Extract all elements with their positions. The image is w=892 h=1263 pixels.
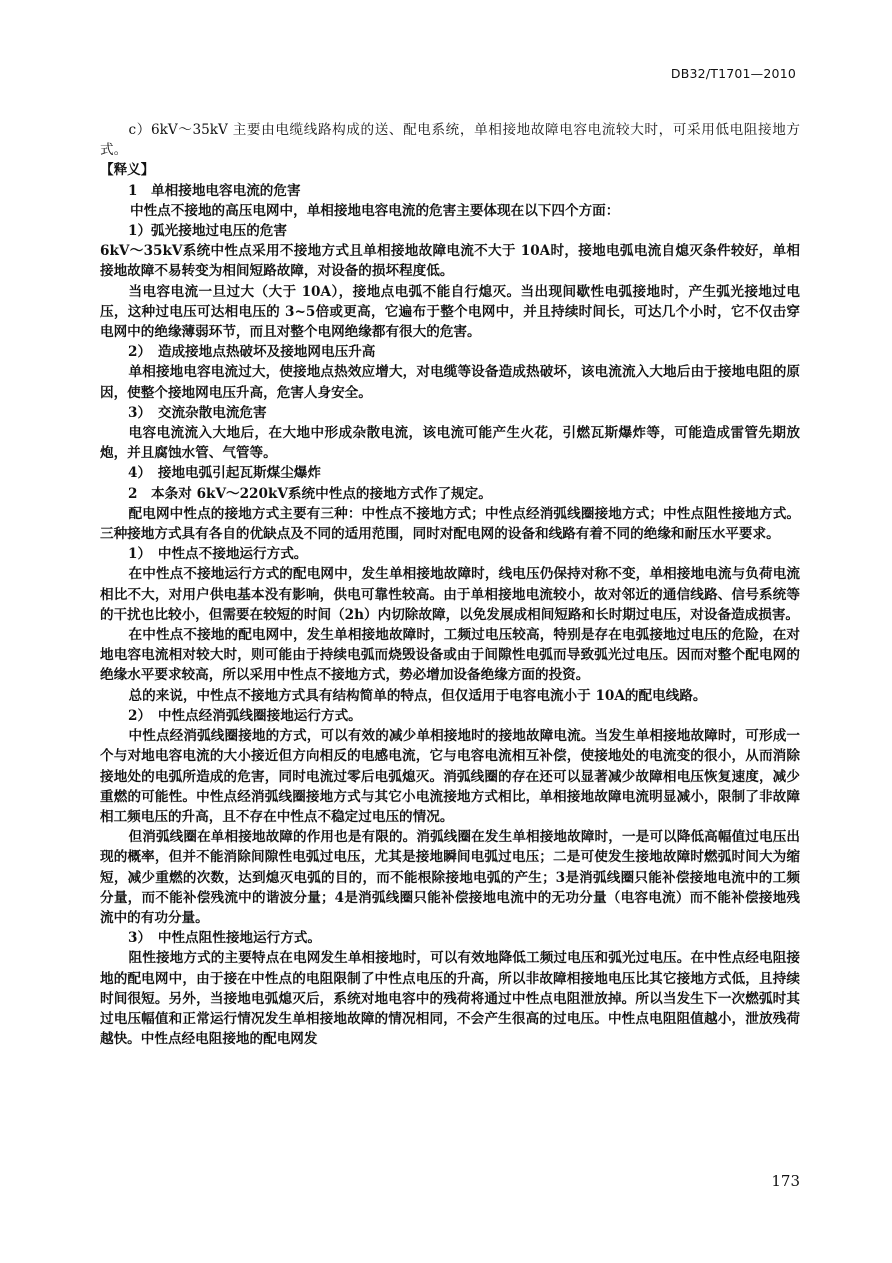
paragraph: 中性点不接地的高压电网中，单相接地电容电流的危害主要体现在以下四个方面： — [130, 202, 620, 219]
paragraph: 但消弧线圈在单相接地故障的作用也是有限的。消弧线圈在发生单相接地故障时，一是可以降低高幅值过电压出现的概率，但并不能消除间隙性电弧过电压，尤其是接地瞬间电弧过电压；二是可使发生接地故障时燃弧时间大为缩短，减少重燃的次数，达到熄灭电弧的目的，而不能根除接地电弧的产生；3是消弧线圈只能补偿接地电流中的工频分量，而不能补偿残流中的谐波分量；4是消弧线圈只能补偿接地电流中的无功分量（电容电流）而不能补偿接地残流中的有功分量。 — [100, 829, 800, 926]
paragraph: 1）弧光接地过电压的危害 — [128, 223, 287, 240]
paragraph: 配电网中性点的接地方式主要有三种：中性点不接地方式；中性点经消弧线圈接地方式；中性点阻性接地方式。三种接地方式具有各自的优缺点及不同的适用范围，同时对配电网的设备和线路有着不同的绝缘和耐压水平要求。 — [100, 505, 800, 543]
paragraph: 1） 中性点不接地运行方式。 — [128, 546, 308, 563]
paragraph: 2） 中性点经消弧线圈接地运行方式。 — [128, 707, 362, 724]
paragraph: 中性点经消弧线圈接地的方式，可以有效的减少单相接地时的接地故障电流。当发生单相接地故障时，可形成一个与对地电容电流的大小接近但方向相反的电感电流，它与电容电流相互补偿，使接地处的电流变的很小，从而消除接地处的电弧所造成的危害，同时电流过零后电弧熄灭。消弧线圈的存在还可以显著减少故障相电压恢复速度，减少重燃的可能性。中性点经消弧线圈接地方式与其它小电流接地方式相比，单相接地故障电流明显减小，限制了非故障相工频电压的升高，且不存在中性点不稳定过电压的情况。 — [100, 728, 800, 825]
paragraph: 电容电流流入大地后，在大地中形成杂散电流，该电流可能产生火花，引燃瓦斯爆炸等，可能造成雷管先期放炮，并且腐蚀水管、气管等。 — [100, 425, 800, 462]
document-body — [100, 120, 800, 1049]
paragraph: 在中性点不接地运行方式的配电网中，发生单相接地故障时，线电压仍保持对称不变，单相接地电流与负荷电流相比不大，对用户供电基本没有影响，供电可靠性较高。由于单相接地电流较小，故对邻近的通信线路、信号系统等的干扰也比较小，但需要在较短的时间（2h）内切除故障，以免发展成相间短路和长时期过电压，对设备造成损害。 — [100, 566, 800, 623]
paragraph: 总的来说，中性点不接地方式具有结构简单的特点，但仅适用于电容电流小于 10A的配电线路。 — [128, 687, 707, 704]
paragraph: 【释义】 — [100, 162, 155, 179]
paragraph: 1 单相接地电容电流的危害 — [128, 182, 301, 199]
paragraph: 单相接地电容电流过大，使接地点热效应增大，对电缆等设备造成热破坏，该电流流入大地后由于接地电阻的原因，使整个接地网电压升高，危害人身安全。 — [100, 364, 800, 401]
doc-code-header: DB32/T1701—2010 — [670, 66, 796, 81]
paragraph: 当电容电流一旦过大（大于 10A），接地点电弧不能自行熄灭。当出现间歇性电弧接地时，产生弧光接地过电压，这种过电压可达相电压的 3~5倍或更高，它遍布于整个电网中，并且持续时间长，可达几个小时，它不仅击穿电网中的绝缘薄弱环节，而且对整个电网绝缘都有很大的危害。 — [100, 283, 800, 341]
paragraph: 3） 交流杂散电流危害 — [128, 404, 267, 421]
paragraph: 4） 接地电弧引起瓦斯煤尘爆炸 — [128, 465, 321, 482]
paragraph: 3） 中性点阻性接地运行方式。 — [128, 930, 321, 947]
paragraph: 2 本条对 6kV～220kV系统中性点的接地方式作了规定。 — [128, 485, 492, 502]
paragraph: 在中性点不接地的配电网中，发生单相接地故障时，工频过电压较高，特别是存在电弧接地过电压的危险，在对地电容电流相对较大时，则可能由于持续电弧而烧毁设备或由于间隙性电弧而导致弧光过电压。因而对整个配电网的绝缘水平要求较高，所以采用中性点不接地方式，势必增加设备绝缘方面的投资。 — [100, 627, 800, 684]
paragraph: 阻性接地方式的主要特点在电网发生单相接地时，可以有效地降低工频过电压和弧光过电压。在中性点经电阻接地的配电网中，由于接在中性点的电阻限制了中性点电压的升高，所以非故障相接地电压比其它接地方式低，且持续时间很短。另外，当接地电弧熄灭后，系统对地电容中的残荷将通过中性点电阻泄放掉。所以当发生下一次燃弧时其过电压幅值和正常运行情况发生单相接地故障的情况相同，不会产生很高的过电压。中性点电阻阻值越小，泄放残荷越快。中性点经电阻接地的配电网发 — [100, 950, 800, 1048]
paragraph: c）6kV～35kV 主要由电缆线路构成的送、配电系统，单相接地故障电容电流较大时，可采用低电阻接地方式。 — [100, 122, 800, 159]
paragraph: 6kV～35kV系统中性点采用不接地方式且单相接地故障电流不大于 10A时，接地电弧电流自熄灭条件较好，单相接地故障不易转变为相间短路故障，对设备的损坏程度低。 — [100, 243, 800, 280]
paragraph: 2） 造成接地点热破坏及接地网电压升高 — [128, 344, 376, 361]
page-number: 173 — [771, 1172, 800, 1190]
